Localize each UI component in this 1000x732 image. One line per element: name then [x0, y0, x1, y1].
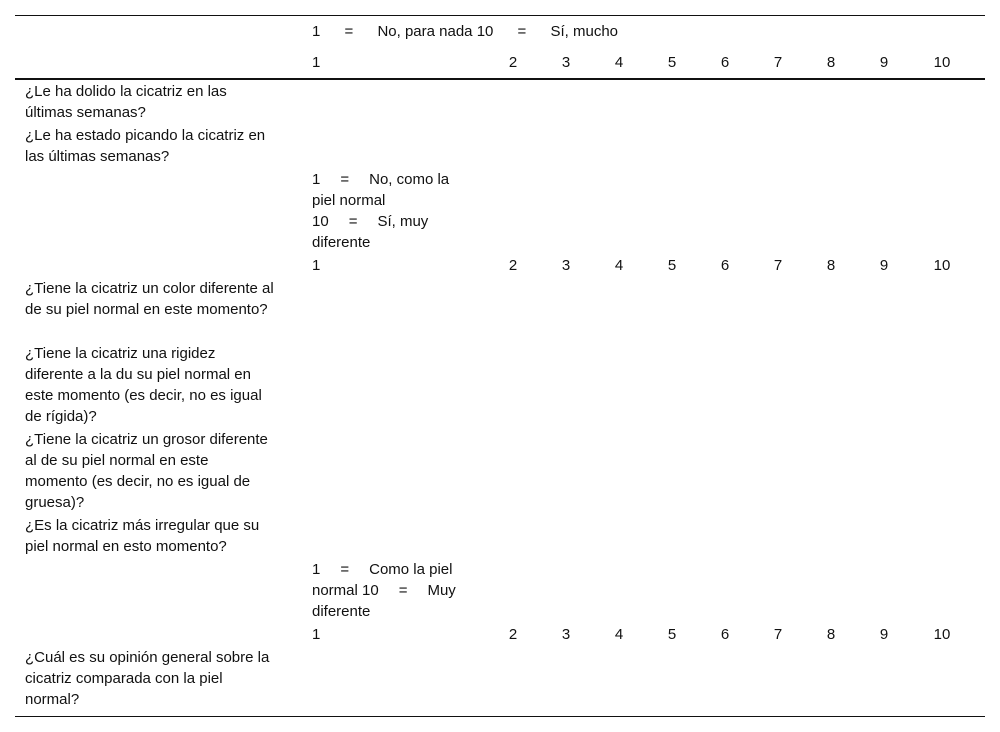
scale-one: 1 [312, 171, 321, 188]
scale-number: 10 [933, 54, 951, 71]
scale-high-label: Muy diferente [312, 582, 456, 620]
scale-number: 5 [667, 626, 677, 643]
header-scale-legend [312, 21, 618, 42]
scale-number: 4 [614, 54, 624, 71]
scale-equals: = [398, 582, 408, 599]
scale-number: 1 [312, 626, 321, 643]
scale-number: 2 [508, 257, 518, 274]
scale-number: 2 [508, 54, 518, 71]
scale-number: 6 [720, 257, 730, 274]
section3-scale-legend [312, 559, 472, 622]
scale-low-label: Como la piel normal 10 [312, 561, 453, 599]
table-bottom-rule [15, 716, 985, 717]
scale-equals: = [340, 171, 350, 188]
section2-scale-legend [312, 169, 472, 253]
scale-number: 3 [561, 626, 571, 643]
scale-number: 4 [614, 626, 624, 643]
scale-equals: = [340, 561, 350, 578]
scale-equals: = [348, 213, 358, 230]
question-itch: ¿Le ha estado picando la cicatriz en las últimas semanas? [25, 127, 266, 165]
scale-number: 6 [720, 54, 730, 71]
scale-number: 10 [933, 257, 951, 274]
scale-ten: 10 [312, 213, 329, 230]
scale-equals: = [344, 23, 354, 40]
scale-number: 8 [826, 257, 836, 274]
question-rigidity: ¿Tiene la cicatriz una rigidez diferente a la du su piel normal en este momento (es decir, no es igual de rígida)? [25, 345, 262, 425]
scale-one: 1 [312, 561, 321, 578]
question-irregularity: ¿Es la cicatriz más irregular que su piel normal en esto momento? [25, 517, 260, 555]
scale-low-label: No, como la piel normal [312, 171, 450, 209]
scale-high-label: Sí, mucho [550, 23, 619, 40]
scale-equals: = [517, 23, 527, 40]
scale-number: 1 [312, 54, 321, 71]
scale-number: 9 [879, 257, 889, 274]
scale-high-label: Sí, muy diferente [312, 213, 429, 251]
scale-number: 10 [933, 626, 951, 643]
scale-number: 3 [561, 257, 571, 274]
table-header-rule [15, 78, 985, 80]
scale-number: 7 [773, 626, 783, 643]
scale-number: 8 [826, 54, 836, 71]
table-top-rule [15, 15, 985, 16]
question-thickness: ¿Tiene la cicatriz un grosor diferente al de su piel normal en este momento (es decir, no es igual de gruesa)? [25, 431, 268, 511]
scale-number: 3 [561, 54, 571, 71]
scale-one: 1 [312, 23, 321, 40]
scale-number: 6 [720, 626, 730, 643]
scale-number: 7 [773, 54, 783, 71]
scale-number: 1 [312, 257, 321, 274]
question-color: ¿Tiene la cicatriz un color diferente al de su piel normal en este momento? [25, 280, 274, 318]
scale-number: 2 [508, 626, 518, 643]
scale-low-label: No, para nada 10 [377, 23, 494, 40]
scale-number: 7 [773, 257, 783, 274]
scale-number: 8 [826, 626, 836, 643]
scale-number: 4 [614, 257, 624, 274]
question-overall-opinion: ¿Cuál es su opinión general sobre la cicatriz comparada con la piel normal? [25, 649, 270, 708]
scale-number: 5 [667, 257, 677, 274]
scale-number: 9 [879, 626, 889, 643]
question-pain: ¿Le ha dolido la cicatriz en las últimas semanas? [25, 83, 227, 121]
scale-number: 5 [667, 54, 677, 71]
scale-number: 9 [879, 54, 889, 71]
